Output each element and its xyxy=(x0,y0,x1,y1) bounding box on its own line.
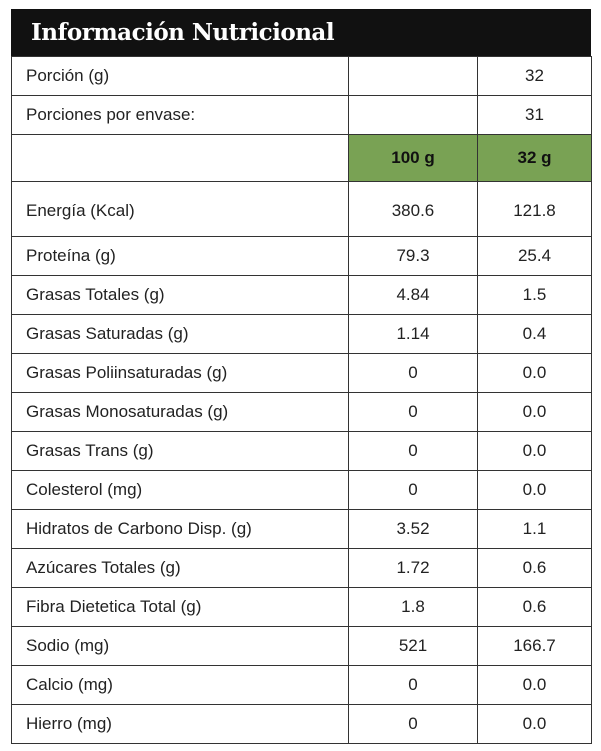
nutrient-label: Grasas Trans (g) xyxy=(12,432,349,471)
per-serving-value: 25.4 xyxy=(478,237,592,276)
per-serving-value: 1.5 xyxy=(478,276,592,315)
per-100g-value: 0 xyxy=(349,354,478,393)
per-serving-value: 0.0 xyxy=(478,354,592,393)
nutrient-label: Grasas Totales (g) xyxy=(12,276,349,315)
per-serving-value: 166.7 xyxy=(478,627,592,666)
per-serving-value: 0.0 xyxy=(478,393,592,432)
per-serving-value: 0.6 xyxy=(478,588,592,627)
nutrient-label: Hidratos de Carbono Disp. (g) xyxy=(12,510,349,549)
per-100g-value: 4.84 xyxy=(349,276,478,315)
per-serving-value: 121.8 xyxy=(478,182,592,237)
column-header-serving: 32 g xyxy=(478,135,592,182)
per-100g-value: 0 xyxy=(349,432,478,471)
page-title: Información Nutricional xyxy=(31,19,335,46)
nutrient-label: Energía (Kcal) xyxy=(12,182,349,237)
nutrient-label: Azúcares Totales (g) xyxy=(12,549,349,588)
table-row xyxy=(12,315,592,354)
portion-empty-cell xyxy=(349,57,478,96)
table-row xyxy=(12,510,592,549)
column-header-empty-cell xyxy=(12,135,349,182)
nutrient-label: Hierro (mg) xyxy=(12,705,349,744)
table-row xyxy=(12,276,592,315)
per-serving-value: 0.0 xyxy=(478,666,592,705)
table-row xyxy=(12,354,592,393)
table-row xyxy=(12,588,592,627)
per-100g-value: 0 xyxy=(349,705,478,744)
table-row xyxy=(12,627,592,666)
per-100g-value: 1.8 xyxy=(349,588,478,627)
nutrition-table xyxy=(11,56,592,744)
per-serving-value: 1.1 xyxy=(478,510,592,549)
nutrient-label: Calcio (mg) xyxy=(12,666,349,705)
nutrient-label: Proteína (g) xyxy=(12,237,349,276)
table-row xyxy=(12,182,592,237)
nutrition-table-body xyxy=(12,57,592,744)
table-row xyxy=(12,237,592,276)
table-row xyxy=(12,471,592,510)
nutrient-label: Grasas Poliinsaturadas (g) xyxy=(12,354,349,393)
per-100g-value: 0 xyxy=(349,471,478,510)
nutrient-label: Fibra Dietetica Total (g) xyxy=(12,588,349,627)
per-100g-value: 521 xyxy=(349,627,478,666)
per-100g-value: 1.72 xyxy=(349,549,478,588)
title-bar xyxy=(11,9,591,56)
per-100g-value: 3.52 xyxy=(349,510,478,549)
table-row xyxy=(12,666,592,705)
per-100g-value: 0 xyxy=(349,393,478,432)
per-serving-value: 0.0 xyxy=(478,705,592,744)
per-serving-value: 0.4 xyxy=(478,315,592,354)
nutrient-label: Colesterol (mg) xyxy=(12,471,349,510)
column-header-100g: 100 g xyxy=(349,135,478,182)
table-row xyxy=(12,432,592,471)
per-serving-value: 0.0 xyxy=(478,432,592,471)
per-100g-value: 79.3 xyxy=(349,237,478,276)
servings-per-pack-label: Porciones por envase: xyxy=(12,96,349,135)
nutrient-label: Sodio (mg) xyxy=(12,627,349,666)
portion-value: 32 xyxy=(478,57,592,96)
per-100g-value: 380.6 xyxy=(349,182,478,237)
nutrient-label: Grasas Saturadas (g) xyxy=(12,315,349,354)
servings-per-pack-value: 31 xyxy=(478,96,592,135)
table-row xyxy=(12,393,592,432)
servings-per-pack-row xyxy=(12,96,592,135)
per-serving-value: 0.0 xyxy=(478,471,592,510)
servings-per-pack-empty-cell xyxy=(349,96,478,135)
per-100g-value: 1.14 xyxy=(349,315,478,354)
column-header-row xyxy=(12,135,592,182)
portion-row xyxy=(12,57,592,96)
nutrition-facts-panel xyxy=(11,9,591,744)
table-row xyxy=(12,549,592,588)
table-row xyxy=(12,705,592,744)
nutrient-label: Grasas Monosaturadas (g) xyxy=(12,393,349,432)
per-100g-value: 0 xyxy=(349,666,478,705)
portion-label: Porción (g) xyxy=(12,57,349,96)
per-serving-value: 0.6 xyxy=(478,549,592,588)
